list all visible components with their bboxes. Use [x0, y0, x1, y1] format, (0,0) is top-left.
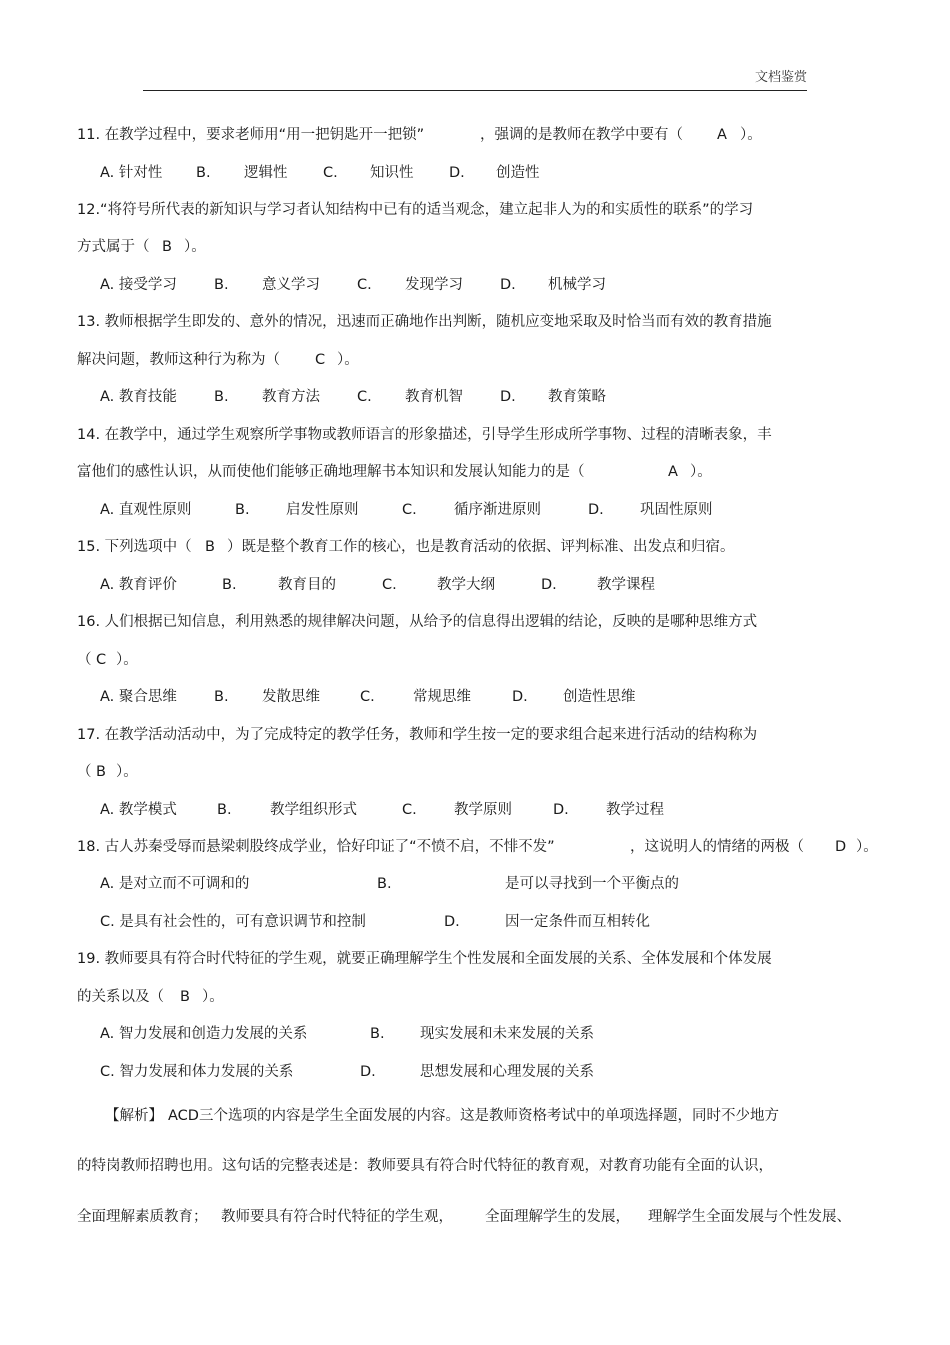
- text-line: [0, 422, 950, 448]
- text-segment: D.: [444, 914, 460, 930]
- text-segment: 的特岗教师招聘也用。这句话的完整表述是：教师要具有符合时代特征的教育观，对教育功能有全面的认识，: [77, 1158, 773, 1174]
- text-segment: D.: [360, 1064, 376, 1080]
- text-segment: A. 针对性: [100, 165, 163, 181]
- text-line: [0, 871, 950, 897]
- text-line: [0, 1059, 950, 1085]
- text-segment: 机械学习: [548, 277, 606, 293]
- text-segment: 逻辑性: [244, 165, 288, 181]
- text-line: [0, 122, 950, 148]
- text-segment: ，这说明人的情绪的两极（: [630, 839, 804, 855]
- text-segment: 创造性: [496, 165, 540, 181]
- text-segment: D.: [500, 277, 516, 293]
- text-segment: ）。: [202, 989, 224, 1005]
- text-segment: 18. 古人苏秦受辱而悬梁刺股终成学业，恰好印证了“不愤不启，不悱不发”: [77, 839, 555, 855]
- text-segment: 教育方法: [262, 389, 320, 405]
- text-segment: C.: [402, 802, 417, 818]
- text-segment: 常规思维: [413, 689, 471, 705]
- text-line: [0, 984, 950, 1010]
- text-segment: A. 接受学习: [100, 277, 177, 293]
- text-segment: B.: [196, 165, 211, 181]
- text-segment: C: [96, 652, 107, 668]
- text-segment: ）。: [740, 127, 762, 143]
- header-rule: [143, 90, 807, 91]
- text-segment: 思想发展和心理发展的关系: [420, 1064, 594, 1080]
- text-segment: A. 是对立而不可调和的: [100, 876, 250, 892]
- text-line: [0, 647, 950, 673]
- text-segment: B.: [377, 876, 392, 892]
- text-segment: D.: [553, 802, 569, 818]
- text-segment: 教学课程: [597, 577, 655, 593]
- text-segment: 教学组织形式: [270, 802, 357, 818]
- text-line: [0, 1204, 950, 1230]
- text-segment: 巩固性原则: [640, 502, 713, 518]
- text-segment: B: [205, 539, 215, 555]
- text-segment: 教学大纲: [437, 577, 495, 593]
- text-segment: A: [668, 464, 678, 480]
- text-segment: 12.“将符号所代表的新知识与学习者认知结构中已有的适当观念，建立起非人为的和实质性的联系”的学习: [77, 202, 754, 218]
- text-segment: ）。: [856, 839, 878, 855]
- text-segment: A: [717, 127, 727, 143]
- text-segment: A. 聚合思维: [100, 689, 177, 705]
- text-line: [0, 309, 950, 335]
- text-line: [0, 384, 950, 410]
- text-segment: 15. 下列选项中（: [77, 539, 192, 555]
- text-segment: 14. 在教学中，通过学生观察所学事物或教师语言的形象描述，引导学生形成所学事物、过程的清晰表象，丰: [77, 427, 772, 443]
- text-segment: A. 教育技能: [100, 389, 177, 405]
- text-segment: D.: [588, 502, 604, 518]
- text-segment: D.: [449, 165, 465, 181]
- text-segment: 全面理解素质教育；: [77, 1209, 208, 1225]
- text-line: [0, 909, 950, 935]
- text-segment: 方式属于（: [77, 239, 150, 255]
- text-segment: 意义学习: [262, 277, 320, 293]
- text-segment: C.: [360, 689, 375, 705]
- text-line: [0, 497, 950, 523]
- text-segment: （: [77, 652, 92, 668]
- text-segment: D.: [512, 689, 528, 705]
- text-segment: 循序渐进原则: [454, 502, 541, 518]
- text-line: [0, 272, 950, 298]
- text-line: [0, 160, 950, 186]
- text-segment: 创造性思维: [563, 689, 636, 705]
- text-line: [0, 234, 950, 260]
- text-segment: 富他们的感性认识，从而使他们能够正确地理解书本知识和发展认知能力的是（: [77, 464, 585, 480]
- text-line: [0, 534, 950, 560]
- text-segment: 现实发展和未来发展的关系: [420, 1026, 594, 1042]
- text-line: [0, 684, 950, 710]
- text-line: [0, 1103, 950, 1129]
- text-segment: 19. 教师要具有符合时代特征的学生观，就要正确理解学生个性发展和全面发展的关系、全体发展和个体发展: [77, 951, 772, 967]
- text-segment: ）。: [116, 764, 138, 780]
- text-line: [0, 459, 950, 485]
- text-segment: B.: [370, 1026, 385, 1042]
- text-segment: 知识性: [370, 165, 414, 181]
- text-segment: A. 教育评价: [100, 577, 177, 593]
- text-segment: B.: [214, 277, 229, 293]
- text-segment: 教学原则: [454, 802, 512, 818]
- text-segment: B.: [217, 802, 232, 818]
- text-line: [0, 197, 950, 223]
- text-segment: C.: [382, 577, 397, 593]
- text-segment: ACD三个选项的内容是学生全面发展的内容。这是教师资格考试中的单项选择题，同时不少地方: [168, 1108, 779, 1124]
- text-segment: 教育策略: [548, 389, 606, 405]
- text-segment: 【解析】: [105, 1108, 163, 1124]
- text-segment: 教师要具有符合时代特征的学生观，: [221, 1209, 453, 1225]
- text-segment: 16. 人们根据已知信息，利用熟悉的规律解决问题，从给予的信息得出逻辑的结论，反映的是哪种思维方式: [77, 614, 758, 630]
- text-segment: C.: [323, 165, 338, 181]
- text-line: [0, 759, 950, 785]
- text-line: [0, 1153, 950, 1179]
- text-segment: B: [96, 764, 106, 780]
- text-segment: 发散思维: [262, 689, 320, 705]
- text-line: [0, 722, 950, 748]
- text-segment: B.: [214, 689, 229, 705]
- text-segment: 教育目的: [278, 577, 336, 593]
- text-segment: ，强调的是教师在教学中要有（: [480, 127, 683, 143]
- text-segment: B: [180, 989, 190, 1005]
- header-label: 文档鉴赏: [754, 70, 807, 85]
- text-segment: 11. 在教学过程中，要求老师用“用一把钥匙开一把锁”: [77, 127, 425, 143]
- text-line: [0, 797, 950, 823]
- text-segment: C. 智力发展和体力发展的关系: [100, 1064, 294, 1080]
- text-segment: C.: [402, 502, 417, 518]
- text-segment: ）。: [184, 239, 206, 255]
- text-line: [0, 1021, 950, 1047]
- text-segment: A. 直观性原则: [100, 502, 192, 518]
- text-line: [0, 347, 950, 373]
- text-line: [0, 834, 950, 860]
- text-segment: ）。: [116, 652, 138, 668]
- text-segment: C. 是具有社会性的，可有意识调节和控制: [100, 914, 366, 930]
- text-segment: 发现学习: [405, 277, 463, 293]
- text-segment: B: [162, 239, 172, 255]
- text-segment: C.: [357, 277, 372, 293]
- text-segment: B.: [235, 502, 250, 518]
- text-segment: B.: [222, 577, 237, 593]
- text-segment: 13. 教师根据学生即发的、意外的情况，迅速而正确地作出判断，随机应变地采取及时恰当而有效的教育措施: [77, 314, 772, 330]
- text-segment: A. 教学模式: [100, 802, 177, 818]
- text-segment: D: [835, 839, 847, 855]
- text-segment: 教育机智: [405, 389, 463, 405]
- text-segment: 解决问题，教师这种行为称为（: [77, 352, 280, 368]
- text-segment: 教学过程: [606, 802, 664, 818]
- page-header: [0, 0, 950, 100]
- text-line: [0, 609, 950, 635]
- text-segment: 17. 在教学活动活动中，为了完成特定的教学任务，教师和学生按一定的要求组合起来进行活动的结构称为: [77, 727, 758, 743]
- text-segment: A. 智力发展和创造力发展的关系: [100, 1026, 308, 1042]
- text-segment: 全面理解学生的发展，: [485, 1209, 630, 1225]
- text-segment: 因一定条件而互相转化: [505, 914, 650, 930]
- text-segment: ）既是整个教育工作的核心，也是教育活动的依据、评判标准、出发点和归宿。: [227, 539, 735, 555]
- text-segment: 的关系以及（: [77, 989, 164, 1005]
- text-segment: B.: [214, 389, 229, 405]
- text-segment: ）。: [690, 464, 712, 480]
- text-segment: ）。: [337, 352, 359, 368]
- text-segment: D.: [541, 577, 557, 593]
- text-segment: 理解学生全面发展与个性发展、: [648, 1209, 851, 1225]
- text-segment: 启发性原则: [286, 502, 359, 518]
- text-segment: 是可以寻找到一个平衡点的: [505, 876, 679, 892]
- text-line: [0, 946, 950, 972]
- text-segment: C.: [357, 389, 372, 405]
- text-segment: C: [315, 352, 326, 368]
- text-line: [0, 572, 950, 598]
- text-segment: D.: [500, 389, 516, 405]
- text-segment: （: [77, 764, 92, 780]
